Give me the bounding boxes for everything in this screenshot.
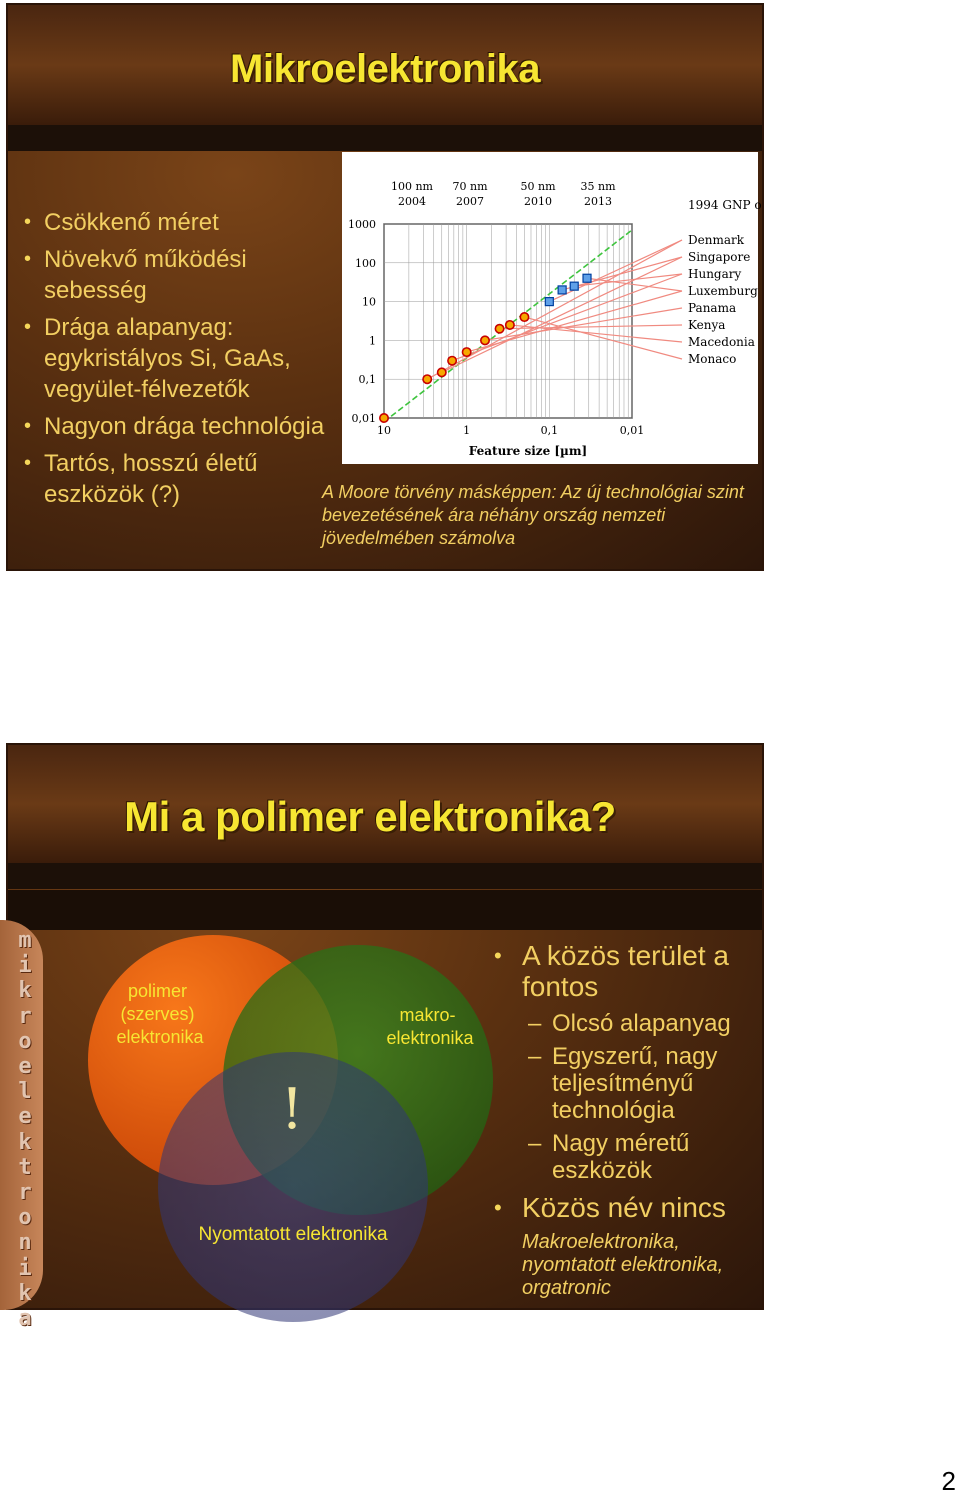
venn-label-nyomtatott: Nyomtatott elektronika	[198, 1224, 388, 1245]
connector-line	[442, 257, 682, 372]
top-size-label: 100 nm	[390, 180, 434, 193]
bullet-item: • Nagyon drága technológia	[24, 413, 325, 440]
bullet-item: • Növekvő működési sebesség	[24, 246, 247, 304]
y-tick-label: 1	[369, 334, 376, 348]
side-letter: a	[18, 1306, 32, 1332]
side-letter: r	[18, 1180, 32, 1206]
x-tick-label: 1	[463, 424, 471, 437]
connector-line	[452, 274, 682, 361]
connector-line	[524, 317, 682, 359]
country-label: Monaco	[688, 352, 737, 366]
side-letter: k	[18, 978, 32, 1004]
side-letter: l	[18, 1079, 32, 1105]
side-vertical-text	[8, 928, 42, 1331]
top-year-label: 2004	[398, 195, 426, 208]
slide-polimer-elektronika	[6, 743, 764, 1332]
data-point-square	[558, 286, 566, 294]
data-point-circle	[481, 336, 489, 344]
chart-caption: A Moore törvény másképpen: Az új technológiai szint bevezetésének ára néhány ország nemzeti jövedelmében számolva	[322, 482, 744, 548]
top-size-label: 35 nm	[580, 180, 616, 193]
venn-center-mark: !	[280, 1077, 304, 1142]
data-point-circle	[495, 325, 503, 333]
y-tick-label: 0,1	[358, 373, 376, 387]
connector-line	[549, 240, 682, 302]
data-point-circle	[438, 368, 446, 376]
bullet-item: • Tartós, hosszú életű eszközök (?)	[24, 450, 258, 508]
venn-label-makro: makro-	[399, 1005, 456, 1025]
data-point-square	[570, 282, 578, 290]
sub-bullet-item: – Egyszerű, nagy teljesítményű technológia	[528, 1043, 718, 1124]
venn-label-polimer: polimer	[127, 981, 188, 1001]
connector-line	[427, 240, 682, 379]
bullet-item: • Csökkenő méret	[24, 209, 219, 236]
slide-mikroelektronika	[6, 3, 764, 571]
bullet-list	[22, 207, 332, 516]
country-label: Kenya	[688, 318, 726, 332]
top-year-label: 2010	[524, 195, 552, 208]
slide-title: Mikroelektronika	[230, 47, 540, 91]
title-band	[8, 890, 762, 930]
svg-text:polimer (szerves)	[116, 981, 204, 1047]
top-year-label: 2007	[456, 195, 484, 208]
country-label: Singapore	[688, 250, 751, 264]
data-point-circle	[380, 414, 388, 422]
side-letter: i	[18, 1255, 32, 1281]
country-label: Denmark	[688, 233, 744, 247]
data-point-square	[545, 298, 553, 306]
data-point-circle	[462, 348, 470, 356]
top-size-label: 70 nm	[452, 180, 488, 193]
y-tick-label: 10	[362, 295, 376, 309]
venn-diagram	[68, 925, 508, 1310]
country-label: Panama	[688, 301, 737, 315]
x-tick-label: 10	[377, 424, 391, 437]
venn-label-polimer: elektronika	[116, 1027, 204, 1047]
venn-label-makro: elektronika	[386, 1028, 474, 1048]
data-point-circle	[448, 356, 456, 364]
x-tick-label: 0,1	[540, 424, 559, 437]
y-tick-label: 0,01	[351, 412, 376, 425]
side-letter: o	[18, 1205, 32, 1231]
x-tick-label: 0,01	[619, 424, 645, 437]
sub-bullet-item: – Olcsó alapanyag	[528, 1010, 731, 1037]
top-size-label: 50 nm	[520, 180, 556, 193]
country-label: Luxemburg	[688, 284, 758, 298]
legend-title: 1994 GNP o	[688, 198, 762, 212]
x-axis-label: Feature size [µm]	[468, 444, 588, 458]
moore-chart	[342, 152, 762, 464]
connector-line	[510, 325, 682, 342]
side-letter: e	[18, 1104, 32, 1130]
data-point-circle	[423, 375, 431, 383]
country-label: Hungary	[688, 267, 742, 281]
bullet-item: • Közös név nincs	[494, 1192, 726, 1223]
side-letter: k	[18, 1129, 32, 1155]
side-letter: k	[18, 1280, 32, 1306]
note-text: Makroelektronika, nyomtatott elektronika, orgatronic	[522, 1231, 724, 1299]
side-letter: t	[18, 1154, 32, 1180]
country-label: Macedonia	[688, 335, 755, 349]
top-year-label: 2013	[584, 195, 612, 208]
side-letter: r	[18, 1003, 32, 1029]
bullet-item: • A közös terület a fontos	[494, 940, 730, 1002]
side-letter: m	[18, 928, 32, 953]
bullet-item: • Drága alapanyag: egykristályos Si, GaAs, vegyület-félvezetők	[24, 314, 291, 403]
venn-label-polimer: (szerves)	[120, 1004, 195, 1024]
side-letter: o	[18, 1028, 32, 1054]
side-letter: i	[18, 953, 32, 979]
y-tick-label: 100	[355, 256, 376, 270]
y-tick-label: 1000	[348, 218, 376, 231]
page-number: 2	[941, 1466, 956, 1496]
side-letter: e	[18, 1054, 32, 1080]
data-point-circle	[520, 313, 528, 321]
chart-svg	[342, 152, 762, 464]
side-letter: n	[18, 1230, 32, 1256]
slide-title: Mi a polimer elektronika?	[124, 793, 616, 840]
sub-bullet-item: – Nagy méretű eszközök	[528, 1130, 690, 1184]
right-column	[494, 940, 764, 1300]
data-point-circle	[506, 321, 514, 329]
data-point-square	[583, 274, 591, 282]
